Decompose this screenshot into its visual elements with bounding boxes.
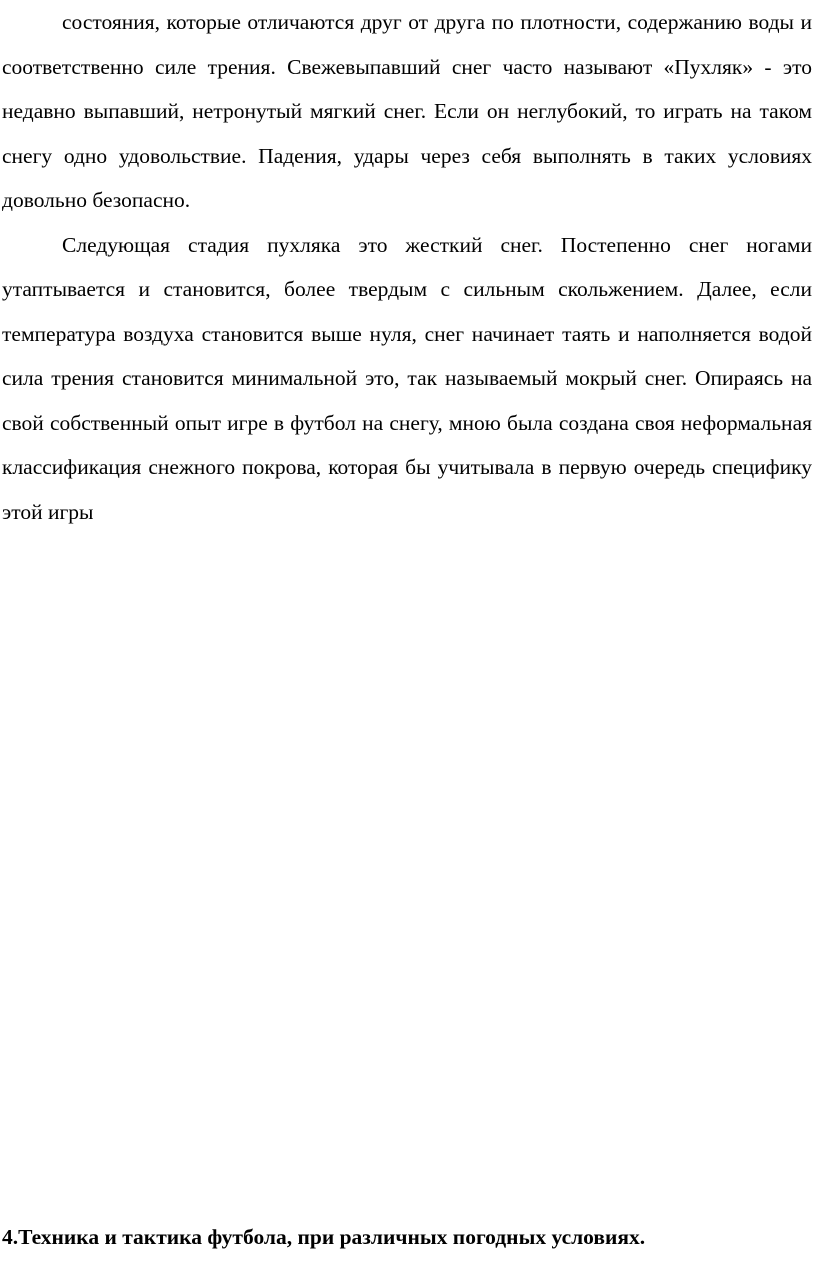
section-heading: 4.Техника и тактика футбола, при различных погодных условиях.	[2, 1225, 646, 1249]
paragraph-snow-stages: Следующая стадия пухляка это жесткий снег. Постепенно снег ногами утаптывается и становится, более твердым с сильным скольжением. Далее, если температура воздуха становится выше нуля, снег начинает таять и наполняется водой сила трения становится минимальной это, так называемый мокрый снег. Опираясь на свой собственный опыт игре в футбол на снегу, мною была создана своя неформальная классификация снежного покрова, которая бы учитывала в первую очередь специфику этой игры	[2, 232, 812, 524]
paragraph-snow-states: состояния, которые отличаются друг от друга по плотности, содержанию воды и соответственно силе трения. Свежевыпавший снег часто называют «Пухляк» - это недавно выпавший, нетронутый мягкий снег. Если он неглубокий, то играть на таком снегу одно удовольствие. Падения, удары через себя выполнять в таких условиях довольно безопасно.	[2, 10, 812, 212]
document-body	[2, 0, 812, 534]
